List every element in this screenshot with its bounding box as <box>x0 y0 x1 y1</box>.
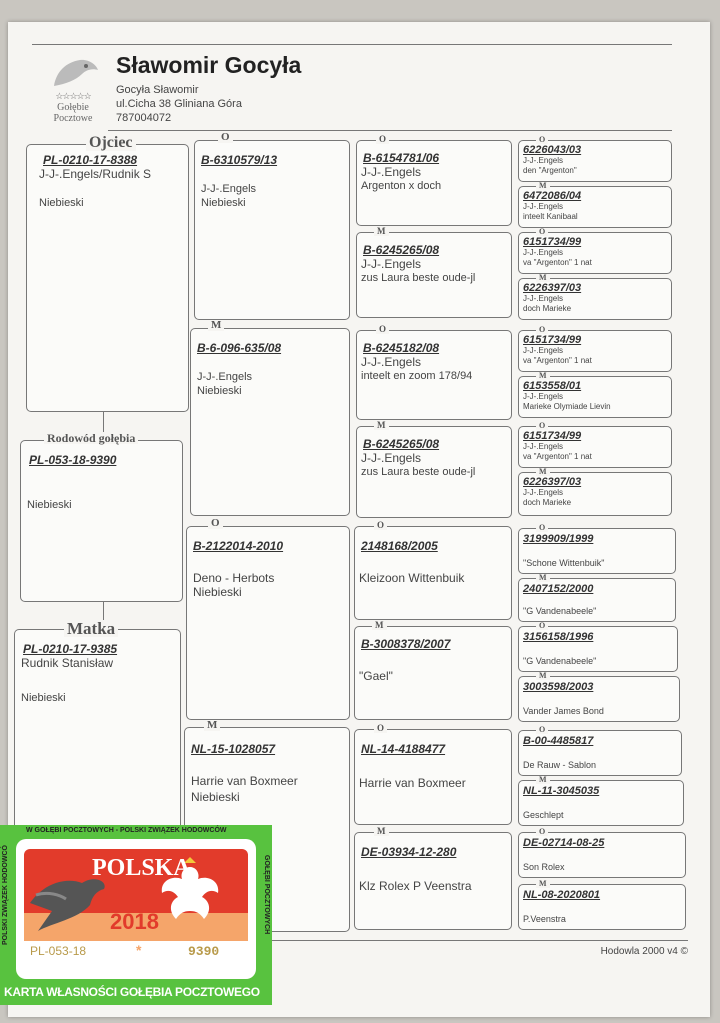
gen2-ring: B-6-096-635/08 <box>197 341 282 355</box>
gen3-breeder: J-J-.Engels <box>361 355 422 369</box>
gen4-box[interactable] <box>518 140 672 182</box>
header-rule <box>108 130 672 131</box>
gen4-ring: 6226043/03 <box>523 144 582 156</box>
pigeon-box[interactable] <box>20 440 183 602</box>
logo-text-2: Pocztowe <box>53 112 93 124</box>
gen4-note: va "Argenton" 1 nat <box>523 356 592 365</box>
gen3-box[interactable] <box>356 330 512 420</box>
sticker-ring-number: 9390 <box>188 944 220 959</box>
sire-label: O <box>374 724 387 733</box>
pigeon-ring: PL-053-18-9390 <box>29 453 117 467</box>
sire-label: O <box>374 521 387 530</box>
gen4-ring: 6226397/03 <box>523 282 582 294</box>
sticker-left-text: POLSKI ZWIĄZEK HODOWCÓ <box>2 845 9 945</box>
gen4-note: P.Veenstra <box>523 914 566 924</box>
gen4-breeder: J-J-.Engels <box>523 202 564 211</box>
sticker-top-text: W GOŁĘBI POCZTOWYCH - POLSKI ZWIĄZEK HODOWCÓW <box>26 827 227 834</box>
gen4-box[interactable] <box>518 186 672 228</box>
dam-label: M <box>374 227 389 236</box>
gen3-box[interactable] <box>354 832 512 930</box>
gen2-breeder: Harrie van Boxmeer <box>191 774 298 788</box>
gen4-note: "G Vandenabeele" <box>523 656 597 666</box>
gen3-box[interactable] <box>354 526 512 620</box>
breeder-phone: 787004072 <box>116 112 172 124</box>
gen4-ring: NL-08-2020801 <box>523 889 601 901</box>
breeder-name: Sławomir Gocyła <box>116 52 302 78</box>
dam-label: M <box>536 274 550 282</box>
gen4-note: doch Marieke <box>523 498 572 507</box>
dam-label: M <box>372 621 387 630</box>
gen4-box[interactable] <box>518 232 672 274</box>
gen4-note: Marieke Olymiade Lievin <box>523 402 611 411</box>
gen2-color: Niebieski <box>193 585 242 599</box>
sire-label: O <box>376 135 389 144</box>
father-color: Niebieski <box>39 197 84 209</box>
gen3-ring: 2148168/2005 <box>361 539 438 553</box>
gen4-box[interactable] <box>518 330 672 372</box>
sire-label: O <box>376 325 389 334</box>
gen3-note: "Gael" <box>359 669 393 683</box>
gen2-breeder: Deno - Herbots <box>193 571 275 585</box>
mother-ring: PL-0210-17-9385 <box>23 642 118 656</box>
gen3-note: zus Laura beste oude-jl <box>361 466 476 478</box>
pigeon-color: Niebieski <box>27 499 72 511</box>
sire-label: O <box>536 228 548 236</box>
gen4-breeder: J-J-.Engels <box>523 392 564 401</box>
dam-label: M <box>536 776 550 784</box>
top-rule <box>32 44 672 45</box>
gen3-note: Argenton x doch <box>361 180 442 192</box>
gen3-breeder: J-J-.Engels <box>361 451 422 465</box>
gen4-box[interactable] <box>518 376 672 418</box>
gen2-box-3[interactable] <box>186 526 350 720</box>
sire-label: O <box>536 622 548 630</box>
gen4-note: doch Marieke <box>523 304 572 313</box>
logo-text-1: Gołębie <box>57 101 89 113</box>
breeder-line-2: ul.Cicha 38 Gliniana Góra <box>116 98 242 110</box>
gen4-breeder: J-J-.Engels <box>523 346 564 355</box>
gen4-breeder: J-J-.Engels <box>523 442 564 451</box>
gen4-ring: 6226397/03 <box>523 476 582 488</box>
dam-label: M <box>536 672 550 680</box>
dam-label: M <box>374 827 389 836</box>
mother-color: Niebieski <box>21 692 66 704</box>
gen3-note: Harrie van Boxmeer <box>359 776 466 790</box>
gen3-note: inteelt en zoom 178/94 <box>361 370 473 382</box>
dam-label: M <box>536 372 550 380</box>
gen3-note: Klz Rolex P Veenstra <box>359 879 472 893</box>
gen4-box[interactable] <box>518 472 672 516</box>
gen4-note: den "Argenton" <box>523 166 577 175</box>
gen3-ring: B-3008378/2007 <box>361 637 451 651</box>
sticker-ring-prefix: PL-053-18 <box>30 944 87 958</box>
gen4-box[interactable] <box>518 780 684 826</box>
sire-label: O <box>536 524 548 532</box>
gen4-note: Son Rolex <box>523 862 565 872</box>
gen4-note: "G Vandenabeele" <box>523 606 597 616</box>
gen4-note: "Schone Wittenbuik" <box>523 558 605 568</box>
sire-label: O <box>536 326 548 334</box>
gen4-box[interactable] <box>518 884 686 930</box>
gen4-note: Geschlept <box>523 810 564 820</box>
gen2-ring: NL-15-1028057 <box>191 742 276 756</box>
dam-label: M <box>204 720 220 731</box>
sire-label: O <box>536 828 548 836</box>
gen4-ring: B-00-4485817 <box>523 735 594 747</box>
logo-stars: ☆☆☆☆☆ <box>55 91 91 101</box>
dam-label: M <box>208 320 224 331</box>
sire-label: O <box>536 136 548 144</box>
gen4-breeder: J-J-.Engels <box>523 156 564 165</box>
mother-breeder: Rudnik Stanisław <box>21 656 114 670</box>
gen4-box[interactable] <box>518 578 676 622</box>
breeder-line-1: Gocyła Sławomir <box>116 84 199 96</box>
gen2-box-1[interactable] <box>194 140 350 320</box>
dam-label: M <box>536 468 550 476</box>
gen3-box[interactable] <box>356 140 512 226</box>
gen2-color: Niebieski <box>197 385 242 397</box>
gen3-ring: DE-03934-12-280 <box>361 845 457 859</box>
gen4-ring: 6151734/99 <box>523 430 582 442</box>
ownership-sticker <box>0 825 272 1005</box>
gen2-ring: B-6310579/13 <box>201 153 278 167</box>
gen2-ring: B-2122014-2010 <box>193 539 284 553</box>
gen4-note: De Rauw - Sablon <box>523 760 597 770</box>
gen4-box[interactable] <box>518 676 680 722</box>
gen4-box[interactable] <box>518 730 682 776</box>
sticker-country: POLSKA <box>92 855 191 881</box>
father-breeder: J-J-.Engels/Rudnik S <box>39 167 152 181</box>
gen4-box[interactable] <box>518 426 672 468</box>
gen4-ring: 3156158/1996 <box>523 631 594 643</box>
sire-label: O <box>218 132 233 143</box>
gen4-box[interactable] <box>518 626 678 672</box>
father-ring: PL-0210-17-8388 <box>43 153 138 167</box>
gen3-breeder: J-J-.Engels <box>361 257 422 271</box>
gen3-ring: B-6245265/08 <box>363 437 440 451</box>
gen2-breeder: J-J-.Engels <box>201 183 257 195</box>
sticker-ring-sep: * <box>136 942 142 958</box>
footer-rule <box>268 940 688 941</box>
mother-label: Matka <box>64 620 118 637</box>
gen3-box[interactable] <box>354 626 512 720</box>
gen4-ring: 3199909/1999 <box>523 533 594 545</box>
gen3-breeder: J-J-.Engels <box>361 165 422 179</box>
gen3-box[interactable] <box>354 729 512 825</box>
gen4-ring: 6151734/99 <box>523 236 582 248</box>
sticker-right-text: GOŁĘBI POCZTOWYCH <box>263 855 270 935</box>
sticker-bottom-text: KARTA WŁASNOŚCI GOŁĘBIA POCZTOWEGO <box>4 985 260 999</box>
pigeon-label: Rodowód gołębia <box>44 432 138 444</box>
sticker-year: 2018 <box>110 909 159 934</box>
gen3-note: zus Laura beste oude-jl <box>361 272 476 284</box>
gen3-box[interactable] <box>356 426 512 518</box>
gen4-note: va "Argenton" 1 nat <box>523 452 592 461</box>
gen4-ring: NL-11-3045035 <box>523 785 600 797</box>
gen4-box[interactable] <box>518 278 672 320</box>
gen4-ring: 6151734/99 <box>523 334 582 346</box>
gen3-note: Kleizoon Wittenbuik <box>359 571 465 585</box>
gen4-note: Vander James Bond <box>523 706 604 716</box>
gen3-ring: NL-14-4188477 <box>361 742 446 756</box>
dam-label: M <box>536 182 550 190</box>
gen2-box-2[interactable] <box>190 328 350 516</box>
gen4-breeder: J-J-.Engels <box>523 488 564 497</box>
father-label: Ojciec <box>86 135 136 151</box>
father-box[interactable] <box>26 144 189 412</box>
software-footer: Hodowla 2000 v4 © <box>600 946 688 957</box>
gen4-breeder: J-J-.Engels <box>523 294 564 303</box>
gen4-ring: 3003598/2003 <box>523 681 594 693</box>
dam-label: M <box>536 574 550 582</box>
gen4-ring: 6472086/04 <box>523 190 582 202</box>
gen3-ring: B-6154781/06 <box>363 151 440 165</box>
gen4-ring: 6153558/01 <box>523 380 582 392</box>
gen4-breeder: J-J-.Engels <box>523 248 564 257</box>
gen2-color: Niebieski <box>191 790 240 804</box>
gen4-ring: 2407152/2000 <box>523 583 594 595</box>
gen3-ring: B-6245182/08 <box>363 341 440 355</box>
gen4-box[interactable] <box>518 832 686 878</box>
sire-label: O <box>536 422 548 430</box>
dam-label: M <box>536 880 550 888</box>
gen4-note: va "Argenton" 1 nat <box>523 258 592 267</box>
gen4-note: inteelt Kanibaal <box>523 212 578 221</box>
sire-label: O <box>536 726 548 734</box>
pigeon-head-icon <box>46 52 100 92</box>
gen4-ring: DE-02714-08-25 <box>523 837 605 849</box>
gen4-box[interactable] <box>518 528 676 574</box>
gen2-color: Niebieski <box>201 197 246 209</box>
gen3-ring: B-6245265/08 <box>363 243 440 257</box>
gen3-box[interactable] <box>356 232 512 318</box>
dam-label: M <box>374 421 389 430</box>
gen2-breeder: J-J-.Engels <box>197 371 253 383</box>
sire-label: O <box>208 518 223 529</box>
